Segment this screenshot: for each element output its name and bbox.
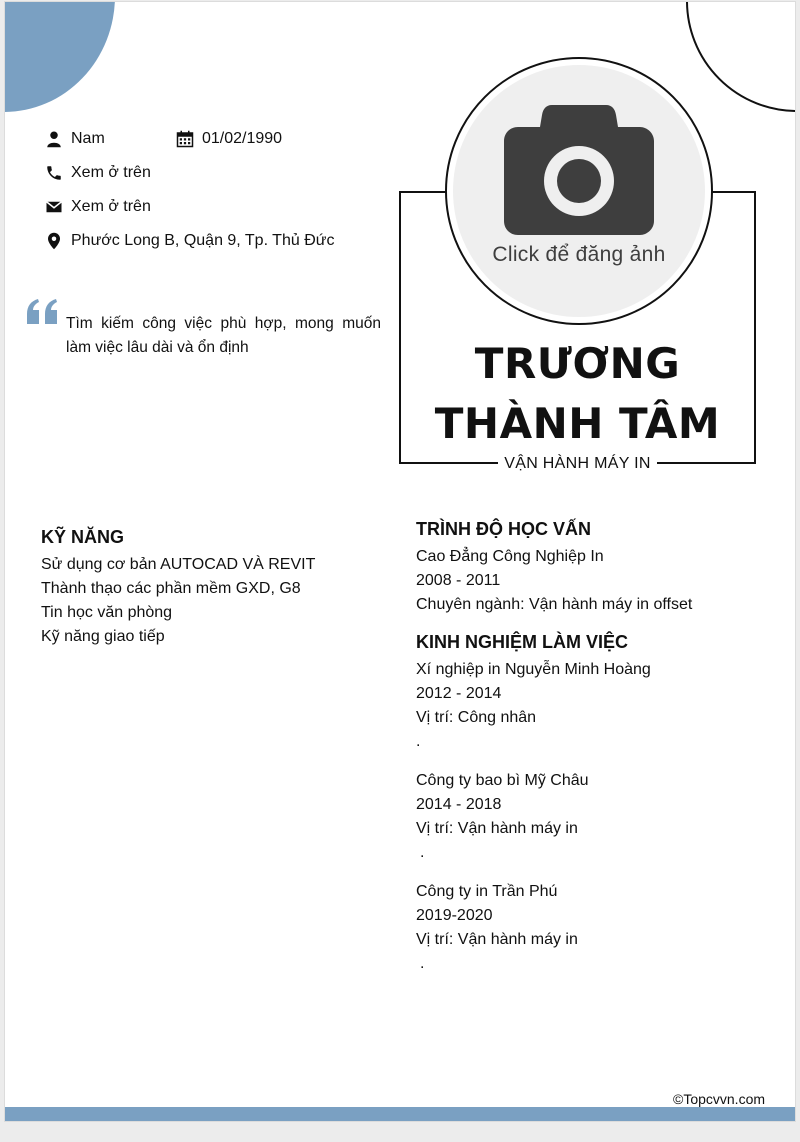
job-note: . (416, 733, 421, 750)
skill-item: Thành thạo các phần mềm GXD, G8 (41, 580, 301, 597)
copyright-text: ©Topcvvn.com (673, 1091, 766, 1107)
photo-placeholder (453, 65, 705, 317)
full-name-line-2: THÀNH TÂM (434, 399, 721, 448)
experience-section-title: KINH NGHIỆM LÀM VIỆC (416, 632, 629, 652)
address-row (45, 232, 334, 250)
job-note: . (420, 844, 425, 861)
skill-item: Sử dụng cơ bản AUTOCAD VÀ REVIT (41, 556, 316, 573)
education-major: Chuyên ngành: Vận hành máy in offset (416, 596, 693, 613)
education-section-title: TRÌNH ĐỘ HỌC VẤN (416, 519, 591, 539)
gender-value: Nam (71, 130, 105, 147)
person-icon (45, 130, 63, 148)
job-company: Công ty bao bì Mỹ Châu (416, 772, 589, 789)
camera-icon (504, 105, 654, 235)
quote-icon (25, 298, 61, 326)
photo-upload-caption: Click để đăng ảnh (492, 243, 666, 266)
skills-section-title: KỸ NĂNG (41, 527, 125, 547)
corner-decoration-blob (4, 1, 115, 112)
email-row (45, 198, 151, 216)
skill-item: Tin học văn phòng (41, 604, 173, 621)
job-title-tag (401, 455, 754, 473)
address-value: Phước Long B, Quận 9, Tp. Thủ Đức (71, 232, 335, 249)
location-pin-icon (45, 232, 63, 250)
full-name-line-1: TRƯƠNG (474, 339, 681, 388)
birthdate-value: 01/02/1990 (202, 130, 283, 147)
birthdate-row (176, 130, 282, 148)
job-title: VẬN HÀNH MÁY IN (498, 455, 656, 472)
full-name (403, 334, 752, 454)
job-period: 2014 - 2018 (416, 796, 502, 813)
job-position: Vị trí: Vận hành máy in (416, 931, 578, 948)
job-position: Vị trí: Vận hành máy in (416, 820, 578, 837)
phone-icon (45, 164, 63, 182)
education-school: Cao Đẳng Công Nghiệp In (416, 548, 604, 565)
skill-item: Kỹ năng giao tiếp (41, 628, 165, 645)
footer-bar (5, 1107, 796, 1121)
job-period: 2012 - 2014 (416, 685, 502, 702)
gender-row (45, 130, 105, 148)
corner-decoration-ring (686, 1, 796, 112)
calendar-icon (176, 130, 194, 148)
job-period: 2019-2020 (416, 907, 493, 924)
job-position: Vị trí: Công nhân (416, 709, 537, 726)
email-icon (45, 198, 63, 216)
phone-value: Xem ở trên (71, 164, 151, 181)
email-value: Xem ở trên (71, 198, 151, 215)
job-company: Công ty in Trần Phú (416, 883, 558, 900)
cv-page (4, 1, 796, 1122)
education-period: 2008 - 2011 (416, 572, 501, 589)
job-note: . (420, 955, 425, 972)
profile-photo-upload[interactable] (445, 57, 713, 325)
job-company: Xí nghiệp in Nguyễn Minh Hoàng (416, 661, 651, 678)
phone-row (45, 164, 151, 182)
career-objective: Tìm kiếm công việc phù hợp, mong muốn làm việc lâu dài và ổn định (66, 315, 381, 356)
